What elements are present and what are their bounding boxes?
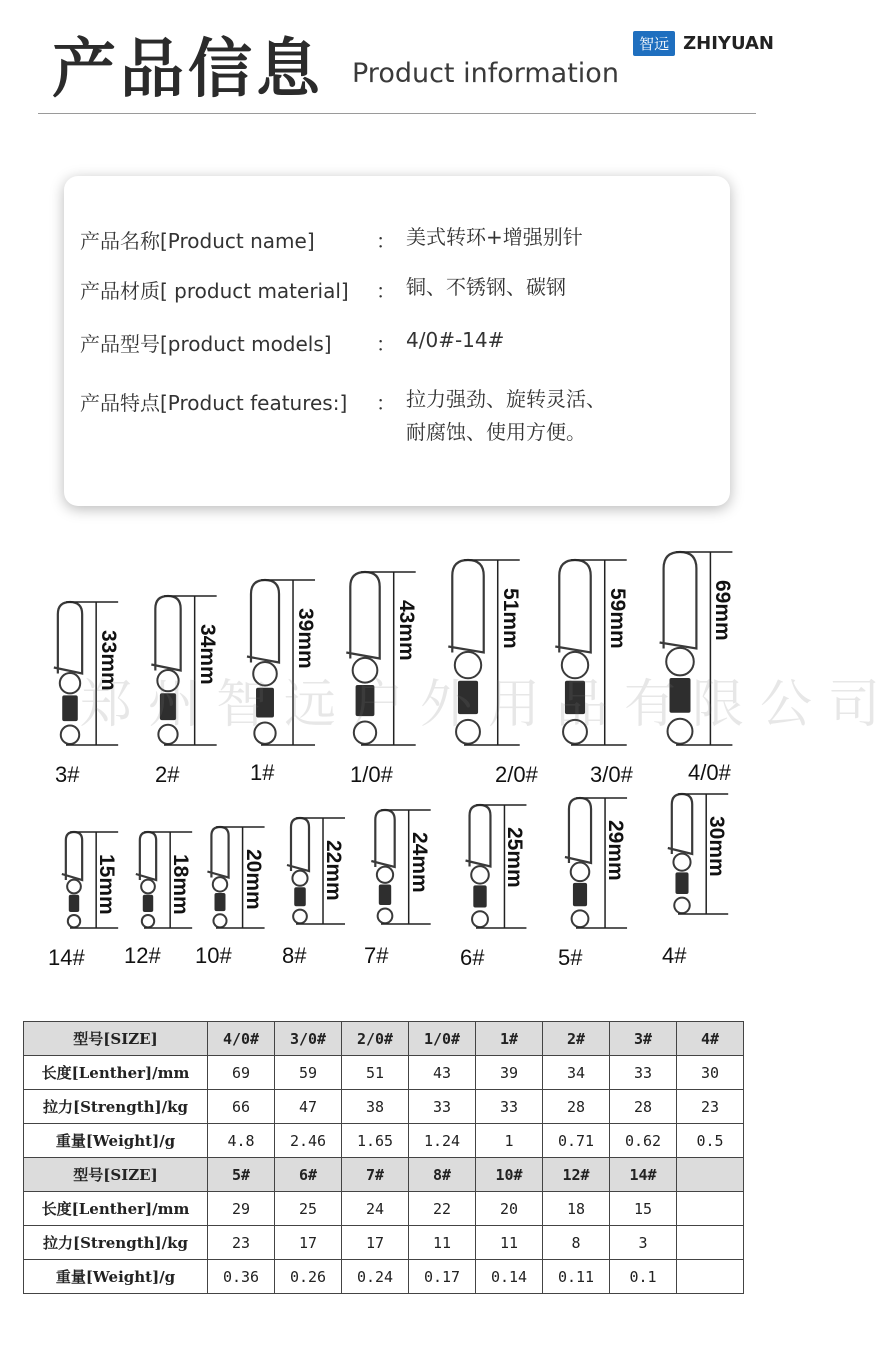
table-cell: 59 <box>275 1056 342 1090</box>
table-cell: 15 <box>610 1192 677 1226</box>
table-cell: 1/0# <box>409 1022 476 1056</box>
info-row-name <box>80 225 583 254</box>
table-cell: 4# <box>677 1022 744 1056</box>
table-cell: 23 <box>677 1090 744 1124</box>
row1-snap-3 <box>346 572 379 659</box>
table-cell: 3 <box>610 1226 677 1260</box>
row2-snap-7 <box>668 794 692 854</box>
table-cell: 2# <box>543 1022 610 1056</box>
size-label: 12# <box>124 943 161 968</box>
row2-ring-4 <box>377 867 393 883</box>
table-cell <box>677 1226 744 1260</box>
spec-table <box>23 1021 744 1294</box>
row2-eye-3 <box>293 910 307 924</box>
dimension-label: 18mm <box>169 854 193 915</box>
row2-barrel-4 <box>379 884 391 905</box>
table-cell: 0.26 <box>275 1260 342 1294</box>
table-cell: 14# <box>610 1158 677 1192</box>
info-value-line2: 耐腐蚀、使用方便。 <box>406 420 586 444</box>
row-label: 长度[Lenther]/mm <box>24 1192 208 1226</box>
row2-eye-6 <box>572 910 589 927</box>
brand-badge: 智远 <box>633 31 675 56</box>
row2-ring-5 <box>471 866 489 884</box>
row2-snap-5 <box>466 805 491 867</box>
table-cell <box>677 1260 744 1294</box>
row2-ring-2 <box>213 877 227 891</box>
table-cell: 4.8 <box>208 1124 275 1158</box>
row2-snap-3 <box>287 818 309 871</box>
row2-ring-6 <box>571 863 590 882</box>
row1-ring-0 <box>60 673 80 693</box>
row2-eye-7 <box>674 898 690 914</box>
row2-barrel-3 <box>294 887 306 906</box>
row2-eye-1 <box>142 915 154 927</box>
table-row <box>24 1260 744 1294</box>
info-row-features <box>80 387 606 449</box>
table-row <box>24 1056 744 1090</box>
row-label: 拉力[Strength]/kg <box>24 1090 208 1124</box>
table-cell: 29 <box>208 1192 275 1226</box>
table-cell: 17 <box>275 1226 342 1260</box>
row2-eye-0 <box>68 915 80 927</box>
size-label: 1/0# <box>350 762 393 787</box>
brand-logo <box>633 31 774 56</box>
row-label: 重量[Weight]/g <box>24 1260 208 1294</box>
row1-barrel-0 <box>62 695 78 721</box>
size-label: 3# <box>55 762 80 787</box>
table-cell: 43 <box>409 1056 476 1090</box>
info-colon: ： <box>376 391 396 415</box>
table-cell: 2.46 <box>275 1124 342 1158</box>
row2-ring-3 <box>292 871 307 886</box>
table-cell: 0.14 <box>476 1260 543 1294</box>
row1-snap-5 <box>555 560 590 653</box>
row2-eye-4 <box>378 908 393 923</box>
size-label: 1# <box>250 760 275 785</box>
table-cell: 0.5 <box>677 1124 744 1158</box>
table-cell: 38 <box>342 1090 409 1124</box>
row2-barrel-5 <box>473 885 486 907</box>
dimension-label: 25mm <box>503 827 527 888</box>
dimension-label: 33mm <box>97 630 121 691</box>
info-value: 美式转环+增强别针 <box>406 225 583 249</box>
info-row-material <box>80 275 566 304</box>
row2-snap-4 <box>371 810 394 867</box>
table-cell: 0.1 <box>610 1260 677 1294</box>
row2-barrel-7 <box>675 872 688 894</box>
brand-name: ZHIYUAN <box>683 33 774 54</box>
info-label: 产品型号[product models] <box>80 332 332 356</box>
table-cell: 47 <box>275 1090 342 1124</box>
size-label: 5# <box>558 945 583 970</box>
info-row-models <box>80 328 504 357</box>
table-cell: 23 <box>208 1226 275 1260</box>
table-cell: 3/0# <box>275 1022 342 1056</box>
row2-barrel-6 <box>573 883 587 906</box>
table-cell: 33 <box>476 1090 543 1124</box>
row2-ring-7 <box>673 854 690 871</box>
info-value: 铜、不锈钢、碳钢 <box>406 275 566 299</box>
table-cell: 3# <box>610 1022 677 1056</box>
info-colon: ： <box>376 279 396 303</box>
dimension-label: 34mm <box>195 624 219 685</box>
table-cell: 12# <box>543 1158 610 1192</box>
dimension-label: 51mm <box>498 588 522 649</box>
table-cell: 6# <box>275 1158 342 1192</box>
watermark: 郑州智远户外用品有限公司 <box>80 675 896 735</box>
row2-snap-0 <box>62 832 82 880</box>
size-label: 7# <box>364 943 389 968</box>
size-label: 6# <box>460 945 485 970</box>
dimension-label: 29mm <box>604 820 628 881</box>
row-label: 型号[SIZE] <box>24 1022 208 1056</box>
table-cell: 11 <box>409 1226 476 1260</box>
page-title-cn: 产品信息 <box>52 33 324 107</box>
dimension-label: 69mm <box>711 580 735 641</box>
table-cell: 33 <box>610 1056 677 1090</box>
table-cell: 20 <box>476 1192 543 1226</box>
table-cell: 0.24 <box>342 1260 409 1294</box>
table-cell: 11 <box>476 1226 543 1260</box>
table-cell: 30 <box>677 1056 744 1090</box>
row2-eye-2 <box>213 914 226 927</box>
row2-ring-1 <box>141 880 155 894</box>
header-divider <box>38 113 756 114</box>
table-cell: 1.24 <box>409 1124 476 1158</box>
table-cell: 8 <box>543 1226 610 1260</box>
info-label: 产品特点[Product features:] <box>80 391 348 415</box>
row2-ring-0 <box>67 880 81 894</box>
table-cell: 25 <box>275 1192 342 1226</box>
row2-barrel-2 <box>215 893 226 911</box>
table-cell: 1.65 <box>342 1124 409 1158</box>
info-value-line1: 拉力强劲、旋转灵活、 <box>406 387 606 411</box>
row2-eye-5 <box>472 911 488 927</box>
size-label: 8# <box>282 943 307 968</box>
table-cell: 18 <box>543 1192 610 1226</box>
table-cell: 0.11 <box>543 1260 610 1294</box>
table-cell: 24 <box>342 1192 409 1226</box>
table-cell: 10# <box>476 1158 543 1192</box>
table-cell: 51 <box>342 1056 409 1090</box>
row2-barrel-0 <box>69 895 79 912</box>
dimension-label: 59mm <box>605 588 629 649</box>
row2-snap-2 <box>207 827 228 878</box>
table-cell: 0.62 <box>610 1124 677 1158</box>
size-label: 14# <box>48 945 85 970</box>
product-info-card <box>64 176 730 506</box>
info-colon: ： <box>376 229 396 253</box>
row-label: 重量[Weight]/g <box>24 1124 208 1158</box>
row-label: 拉力[Strength]/kg <box>24 1226 208 1260</box>
table-cell: 39 <box>476 1056 543 1090</box>
table-cell: 0.36 <box>208 1260 275 1294</box>
size-chart <box>0 540 896 980</box>
row1-snap-6 <box>660 552 697 649</box>
table-cell: 2/0# <box>342 1022 409 1056</box>
row1-snap-4 <box>448 560 483 653</box>
row1-snap-2 <box>247 580 279 663</box>
table-row <box>24 1124 744 1158</box>
table-cell: 17 <box>342 1226 409 1260</box>
table-cell: 1 <box>476 1124 543 1158</box>
size-label: 4# <box>662 943 687 968</box>
size-label: 2/0# <box>495 762 538 787</box>
table-cell: 28 <box>610 1090 677 1124</box>
row1-snap-0 <box>54 602 82 674</box>
page-title-en: Product information <box>352 58 619 89</box>
row1-eye-0 <box>61 726 79 744</box>
info-label: 产品材质[ product material] <box>80 279 349 303</box>
table-cell: 8# <box>409 1158 476 1192</box>
table-header-row <box>24 1022 744 1056</box>
row2-snap-6 <box>565 798 591 863</box>
info-label: 产品名称[Product name] <box>80 229 315 253</box>
row1-snap-1 <box>151 596 180 671</box>
table-cell <box>677 1192 744 1226</box>
row-label: 长度[Lenther]/mm <box>24 1056 208 1090</box>
size-label: 3/0# <box>590 762 633 787</box>
row2-snap-1 <box>136 832 156 880</box>
row2-barrel-1 <box>143 895 153 912</box>
table-cell: 33 <box>409 1090 476 1124</box>
table-cell: 69 <box>208 1056 275 1090</box>
table-cell: 5# <box>208 1158 275 1192</box>
table-cell: 66 <box>208 1090 275 1124</box>
info-value <box>406 383 606 449</box>
table-header-row <box>24 1158 744 1192</box>
size-label: 4/0# <box>688 760 731 785</box>
info-value: 4/0#-14# <box>406 328 505 352</box>
table-cell: 4/0# <box>208 1022 275 1056</box>
table-row <box>24 1226 744 1260</box>
dimension-label: 39mm <box>294 608 318 669</box>
dimension-label: 24mm <box>407 832 431 893</box>
dimension-label: 22mm <box>322 840 345 901</box>
table-row <box>24 1090 744 1124</box>
dimension-label: 30mm <box>705 816 729 877</box>
table-cell: 7# <box>342 1158 409 1192</box>
table-cell: 22 <box>409 1192 476 1226</box>
dimension-label: 15mm <box>95 854 119 915</box>
size-label: 2# <box>155 762 180 787</box>
info-colon: ： <box>376 332 396 356</box>
dimension-label: 43mm <box>394 600 418 661</box>
table-row <box>24 1192 744 1226</box>
table-cell <box>677 1158 744 1192</box>
table-cell: 1# <box>476 1022 543 1056</box>
size-label: 10# <box>195 943 232 968</box>
table-cell: 0.17 <box>409 1260 476 1294</box>
dimension-label: 20mm <box>241 849 265 910</box>
table-cell: 28 <box>543 1090 610 1124</box>
table-cell: 34 <box>543 1056 610 1090</box>
row-label: 型号[SIZE] <box>24 1158 208 1192</box>
table-cell: 0.71 <box>543 1124 610 1158</box>
